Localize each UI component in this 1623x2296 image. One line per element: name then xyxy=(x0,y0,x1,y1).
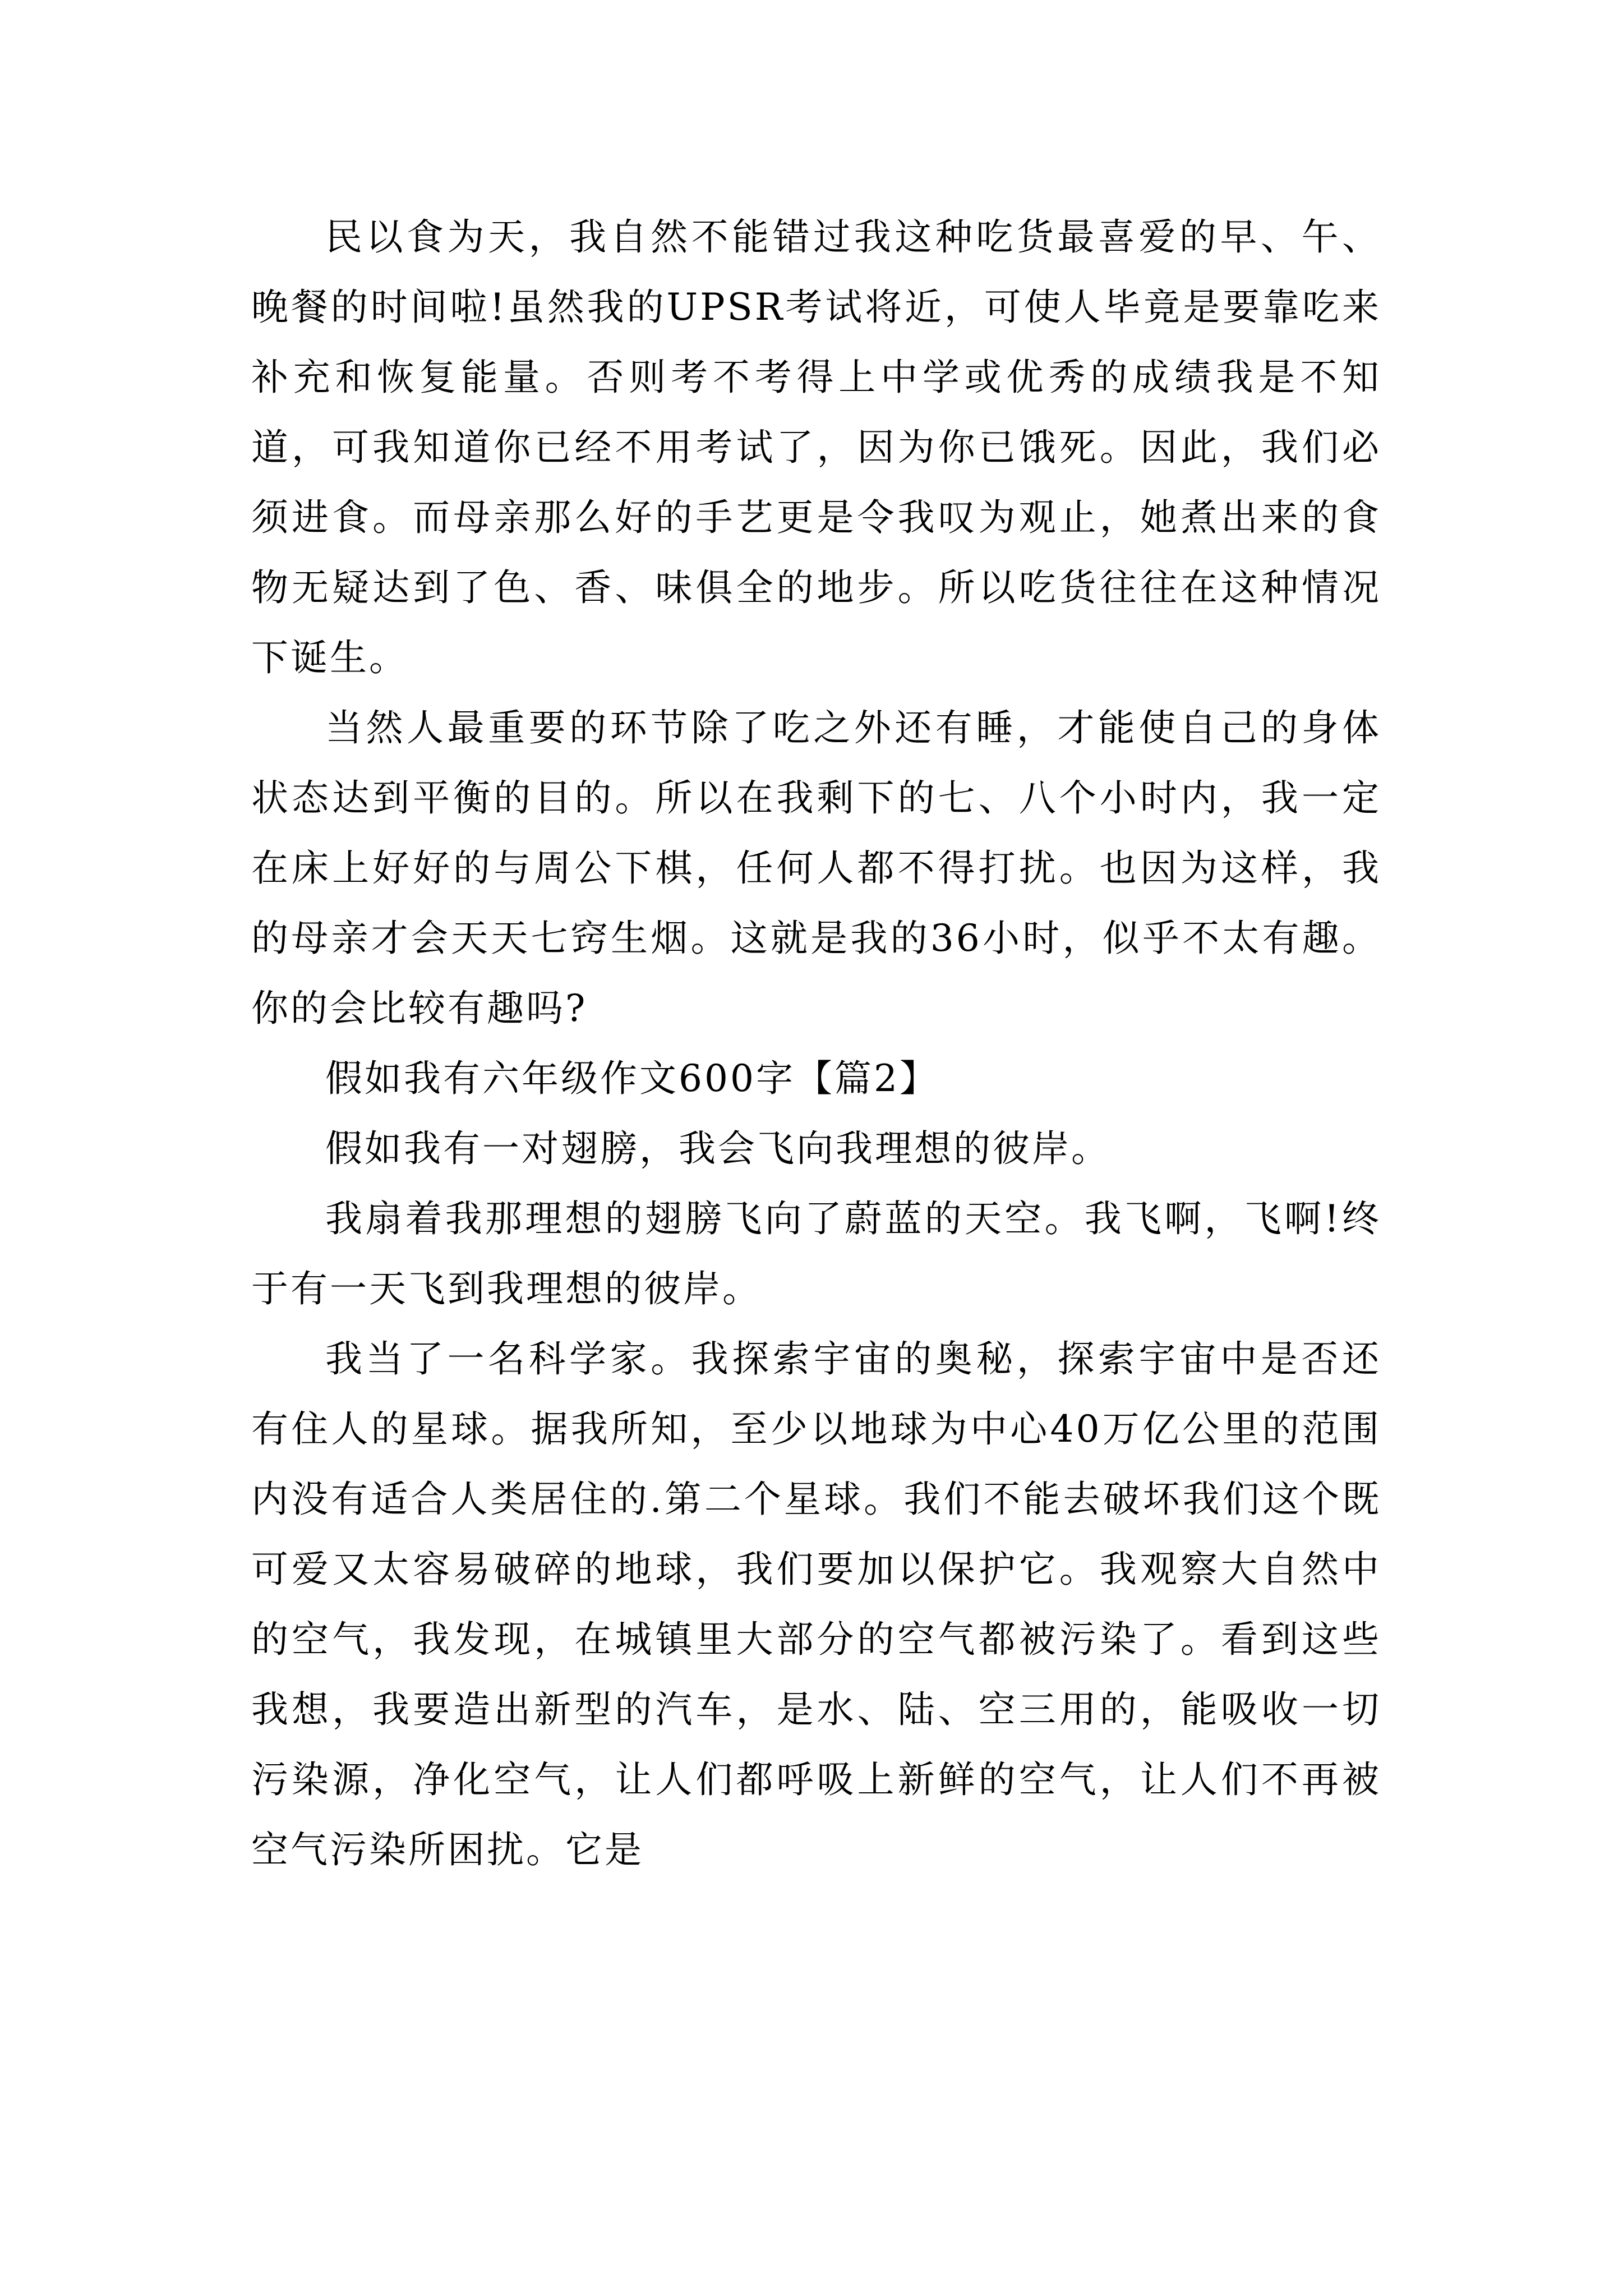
paragraph-food: 民以食为天，我自然不能错过我这种吃货最喜爱的早、午、晚餐的时间啦!虽然我的UPSR考试将近，可使人毕竟是要靠吃来补充和恢复能量。否则考不考得上中学或优秀的成绩我是不知道，可我知道你已经不用考试了，因为你已饿死。因此，我们必须进食。而母亲那么好的手艺更是令我叹为观止，她煮出来的食物无疑达到了色、香、味俱全的地步。所以吃货往往在这种情况下诞生。 xyxy=(251,215,1381,679)
paragraph-sleep: 当然人最重要的环节除了吃之外还有睡，才能使自己的身体状态达到平衡的目的。所以在我剩下的七、八个小时内，我一定在床上好好的与周公下棋，任何人都不得打扰。也因为这样，我的母亲才会天天七窍生烟。这就是我的36小时，似乎不太有趣。你的会比较有趣吗? xyxy=(251,706,1381,1030)
essay-title-part2: 假如我有六年级作文600字【篇2】 xyxy=(325,1057,939,1100)
paragraph-flying: 我扇着我那理想的翅膀飞向了蔚蓝的天空。我飞啊，飞啊!终于有一天飞到我理想的彼岸。 xyxy=(251,1197,1381,1310)
paragraph-scientist: 我当了一名科学家。我探索宇宙的奥秘，探索宇宙中是否还有住人的星球。据我所知，至少以地球为中心40万亿公里的范围内没有适合人类居住的.第二个星球。我们不能去破坏我们这个既可爱又太容易破碎的地球，我们要加以保护它。我观察大自然中的空气，我发现，在城镇里大部分的空气都被污染了。看到这些我想，我要造出新型的汽车，是水、陆、空三用的，能吸收一切污染源，净化空气，让人们都呼吸上新鲜的空气，让人们不再被空气污染所困扰。它是 xyxy=(251,1337,1381,1871)
paragraph-wings: 假如我有一对翅膀，我会飞向我理想的彼岸。 xyxy=(325,1127,1110,1170)
document-body xyxy=(251,202,1381,1885)
